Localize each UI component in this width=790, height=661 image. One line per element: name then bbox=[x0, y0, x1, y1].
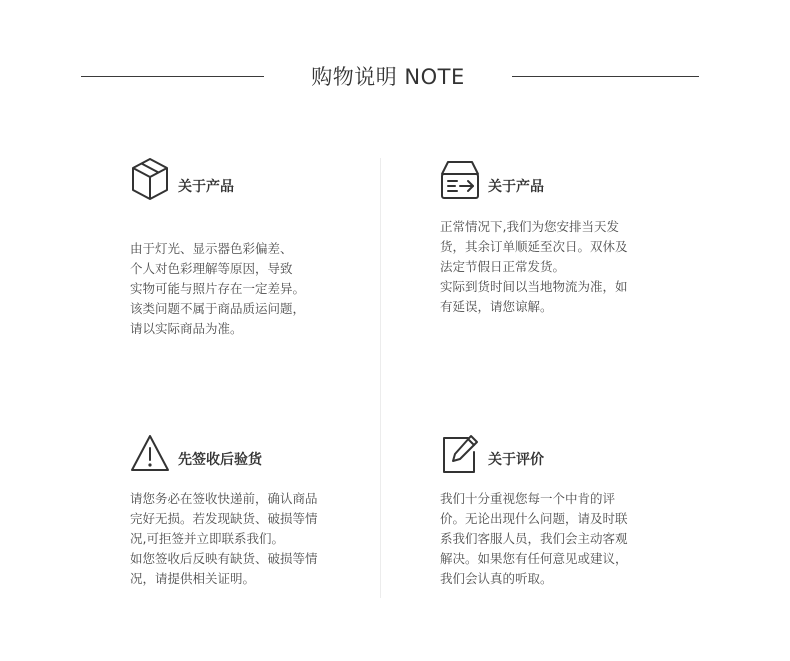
body-line: 货，其余订单顺延至次日。双休及 bbox=[440, 239, 628, 254]
body-line: 完好无损。若发现缺货、破损等情 bbox=[130, 511, 318, 526]
body-line: 实际到货时间以当地物流为准，如 bbox=[440, 279, 628, 294]
section-heading: 关于产品 bbox=[178, 179, 234, 195]
body-line: 价。无论出现什么问题，请及时联 bbox=[440, 511, 628, 526]
header-divider-right bbox=[512, 76, 699, 77]
section-body bbox=[440, 489, 628, 589]
body-line: 个人对色彩理解等原因，导致 bbox=[130, 261, 293, 276]
body-line: 如您签收后反映有缺货、破损等情 bbox=[130, 551, 318, 566]
column-divider bbox=[380, 158, 381, 598]
section-heading: 关于产品 bbox=[488, 179, 544, 195]
body-line: 请您务必在签收快递前，确认商品 bbox=[130, 491, 318, 506]
page-title: 购物说明 NOTE bbox=[311, 65, 465, 89]
delivery-box-icon bbox=[440, 158, 480, 202]
edit-icon bbox=[440, 432, 480, 476]
header-divider-left bbox=[81, 76, 264, 77]
section-heading: 先签收后验货 bbox=[178, 452, 262, 468]
body-line: 由于灯光、显示器色彩偏差、 bbox=[130, 241, 293, 256]
body-line: 正常情况下,我们为您安排当天发 bbox=[440, 219, 619, 234]
body-line: 实物可能与照片存在一定差异。 bbox=[130, 281, 306, 296]
body-line: 况,可拒签并立即联系我们。 bbox=[130, 531, 284, 546]
body-line: 况，请提供相关证明。 bbox=[130, 571, 256, 586]
section-body bbox=[130, 489, 318, 589]
section-body bbox=[440, 217, 628, 317]
body-line: 系我们客服人员，我们会主动客观 bbox=[440, 531, 628, 546]
body-line: 请以实际商品为准。 bbox=[130, 321, 243, 336]
body-line: 该类问题不属于商品质运问题， bbox=[130, 301, 306, 316]
warning-icon bbox=[130, 432, 170, 476]
body-line: 法定节假日正常发货。 bbox=[440, 259, 566, 274]
section-body bbox=[130, 239, 305, 339]
body-line: 我们十分重视您每一个中肯的评 bbox=[440, 491, 616, 506]
box-icon bbox=[130, 157, 170, 201]
section-heading: 关于评价 bbox=[488, 452, 544, 468]
body-line: 我们会认真的听取。 bbox=[440, 571, 553, 586]
body-line: 有延误，请您谅解。 bbox=[440, 299, 553, 314]
body-line: 解决。如果您有任何意见或建议， bbox=[440, 551, 628, 566]
